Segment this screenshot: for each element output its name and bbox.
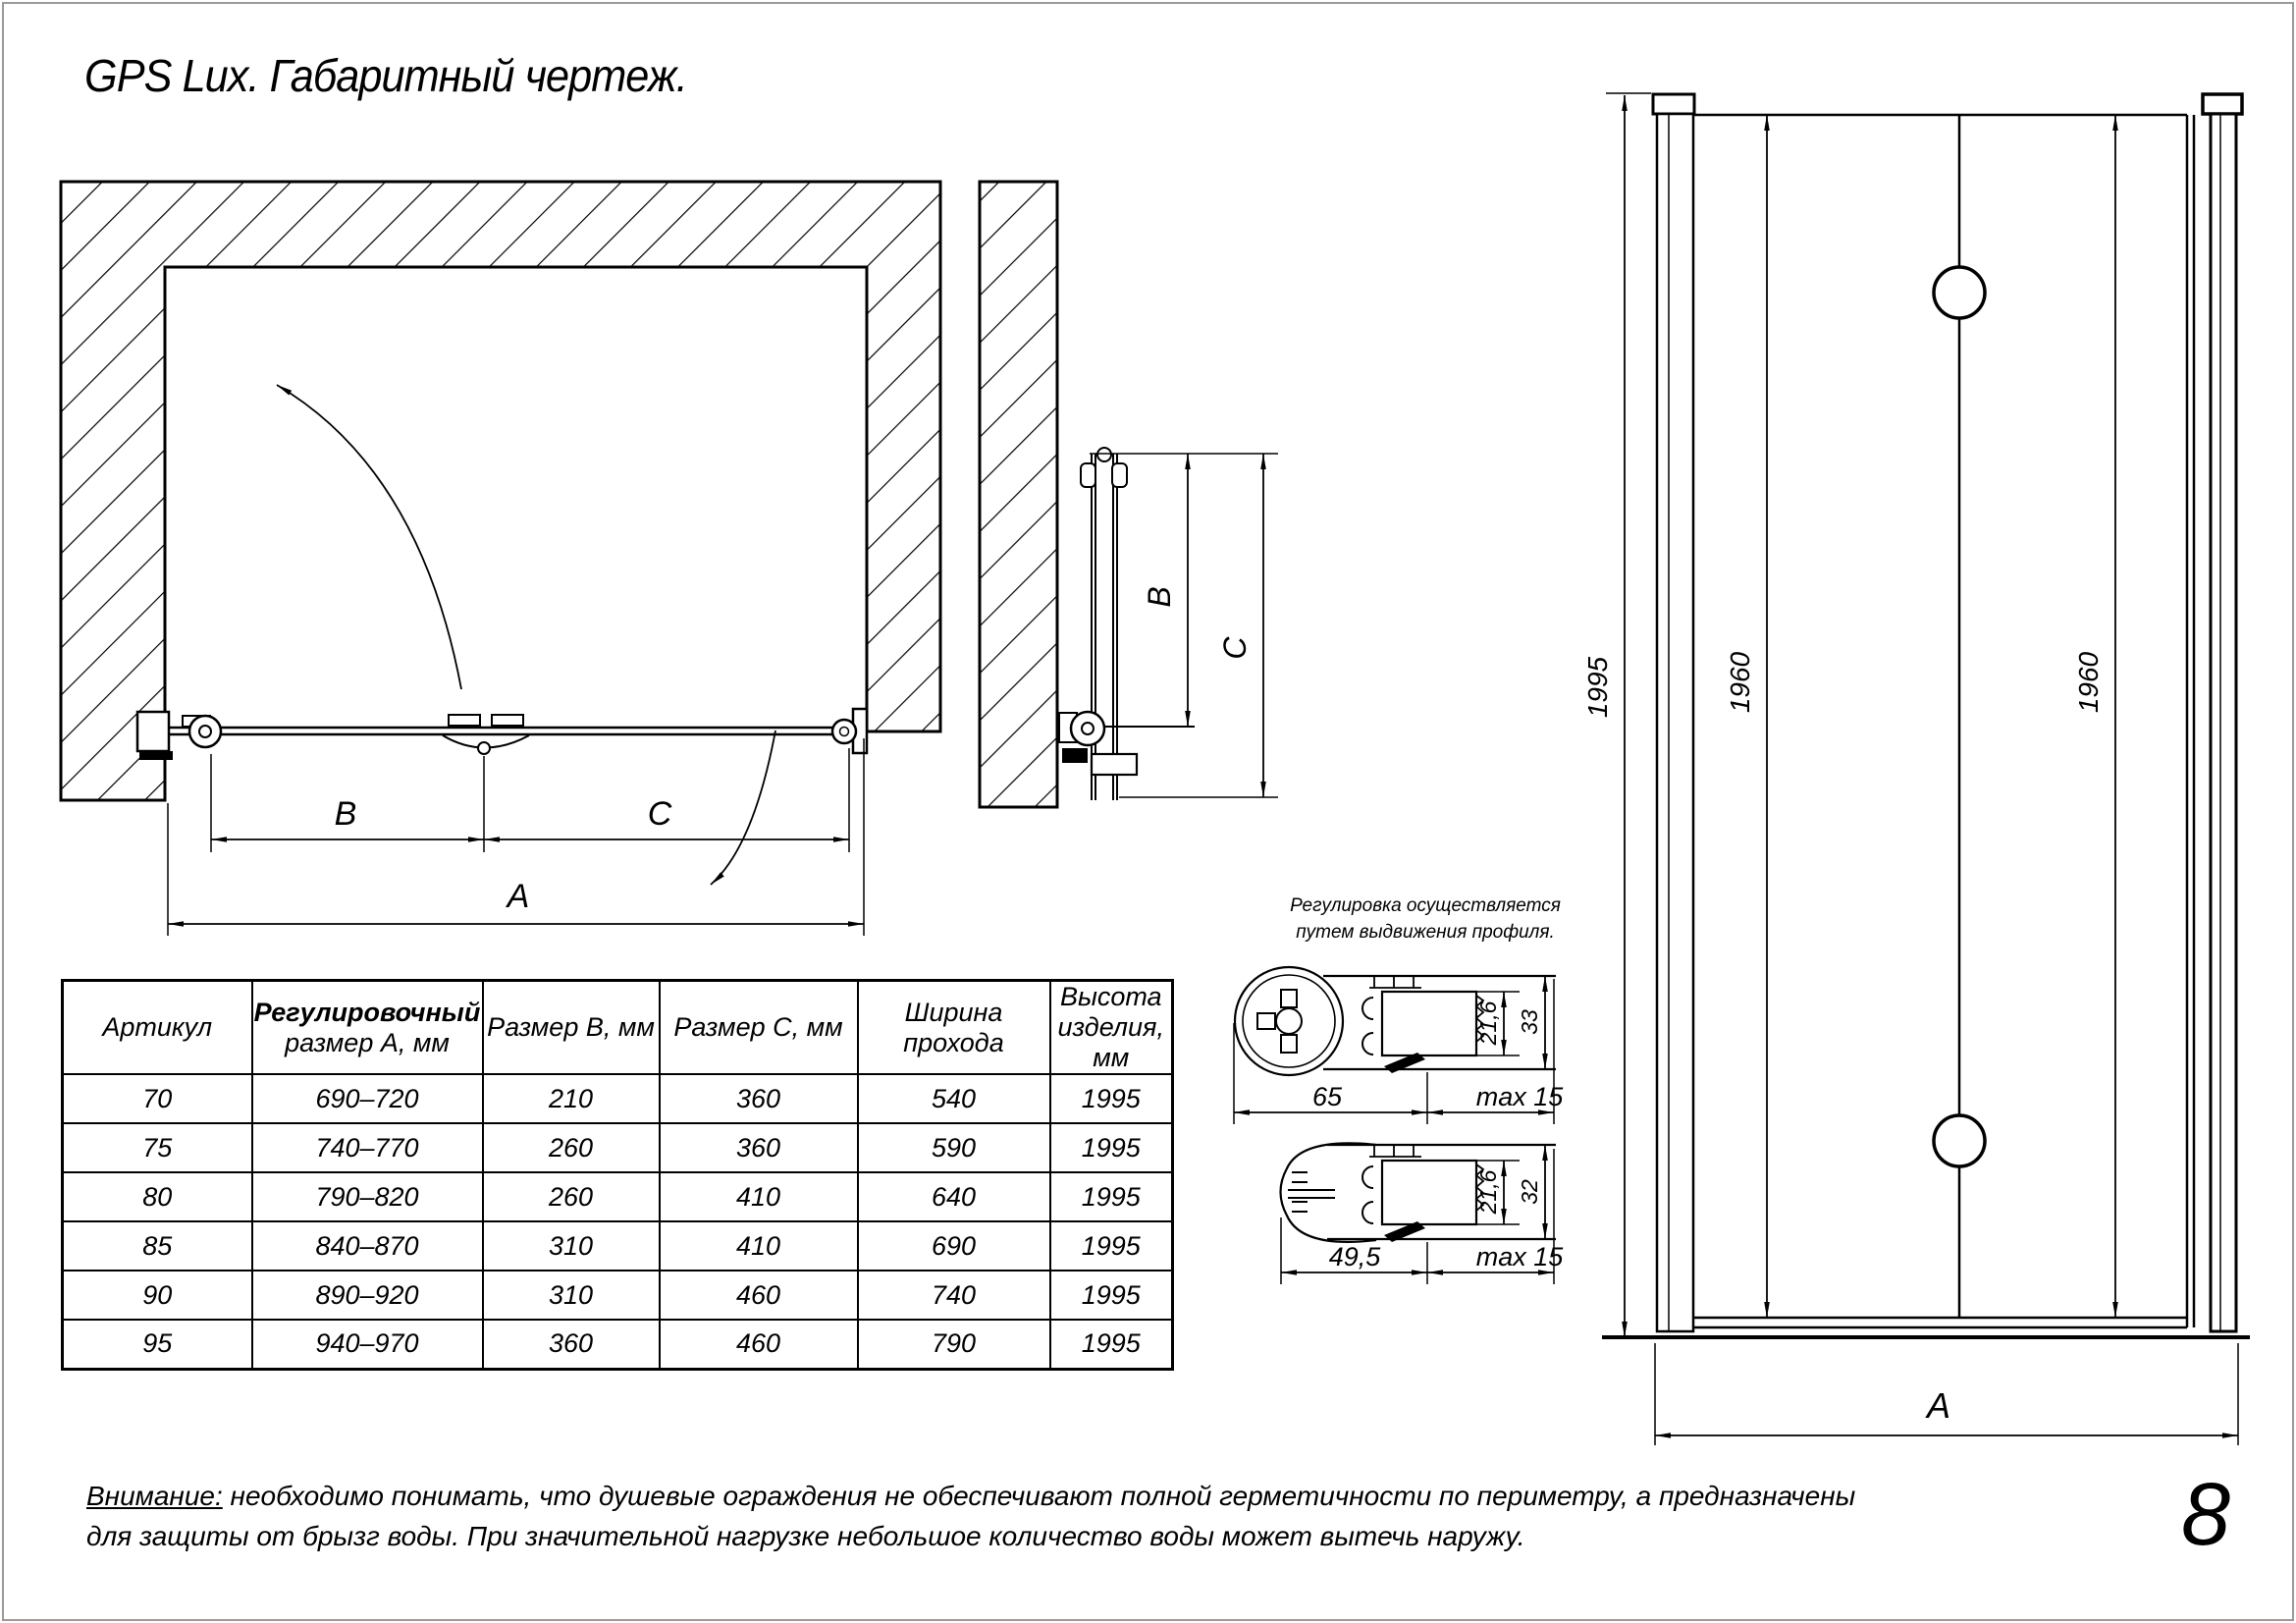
profile1-max-label: max 15 — [1475, 1082, 1564, 1111]
swing-arc-left — [277, 385, 461, 689]
cell-size-c: 410 — [660, 1221, 858, 1271]
warning-line1 — [86, 1476, 2010, 1516]
adjustment-note-line2: путем выдвижения профиля. — [1296, 922, 1555, 943]
table-row — [63, 1074, 1173, 1123]
spec-table — [61, 979, 1174, 1371]
table-row — [63, 1320, 1173, 1369]
side-dim-b-label: B — [1142, 586, 1177, 608]
table-row — [63, 1123, 1173, 1172]
table-header-row — [63, 981, 1173, 1075]
knob-top — [1934, 267, 1985, 318]
cell-pass: 640 — [858, 1172, 1050, 1221]
knob-bottom — [1934, 1115, 1985, 1166]
cell-size-b: 310 — [483, 1221, 660, 1271]
plan-view — [61, 182, 1057, 936]
plan-dim-a-label: A — [507, 878, 530, 915]
side-dim-c-label: C — [1217, 636, 1253, 660]
cell-size-b: 210 — [483, 1074, 660, 1123]
cell-article: 80 — [63, 1172, 252, 1221]
col-header-size-c: Размер С, мм — [660, 981, 858, 1075]
warning-line1-text: необходимо понимать, что душевые ограждения не обеспечивают полной герметичности по периметру, а предназначены — [222, 1481, 1856, 1511]
cell-height: 1995 — [1050, 1271, 1173, 1320]
warning-note — [86, 1476, 2010, 1556]
profile2-max-label: max 15 — [1475, 1242, 1564, 1271]
col-header-pass-width: Ширина прохода — [858, 981, 1050, 1075]
cell-height: 1995 — [1050, 1320, 1173, 1369]
right-wall-profile — [2203, 94, 2242, 1331]
handle-knob — [1092, 754, 1137, 775]
cell-pass: 540 — [858, 1074, 1050, 1123]
swing-arc-right — [711, 730, 775, 885]
table-row — [63, 1221, 1173, 1271]
niche-wall-hatched — [61, 182, 940, 800]
table-row — [63, 1271, 1173, 1320]
cell-size-c: 460 — [660, 1271, 858, 1320]
plan-dim-c-label: C — [647, 795, 672, 833]
cell-size-c: 360 — [660, 1074, 858, 1123]
front-height-label: 1995 — [1582, 656, 1613, 719]
left-wall-profile — [1653, 94, 1694, 1331]
cell-size-b: 260 — [483, 1123, 660, 1172]
profile1-slot-label: 21,6 — [1475, 1001, 1501, 1046]
profile1-width-label: 65 — [1311, 1082, 1343, 1111]
front-view — [1582, 93, 2250, 1445]
cell-pass: 690 — [858, 1221, 1050, 1271]
adjustment-note-line1: Регулировка осуществляется — [1290, 895, 1561, 916]
door-end-fitting — [832, 709, 867, 753]
cell-size-b: 260 — [483, 1172, 660, 1221]
cell-size-a: 790–820 — [252, 1172, 483, 1221]
cell-pass: 740 — [858, 1271, 1050, 1320]
cell-size-b: 310 — [483, 1271, 660, 1320]
profile-section-2 — [1281, 1143, 1565, 1284]
cell-size-a: 840–870 — [252, 1221, 483, 1271]
folded-panels — [1092, 454, 1117, 800]
profile2-slot-label: 21,6 — [1475, 1169, 1501, 1215]
col-header-product-height: Высота изделия, мм — [1050, 981, 1173, 1075]
front-width-label: A — [1926, 1385, 1951, 1426]
warning-label: Внимание: — [86, 1481, 223, 1511]
cell-pass: 590 — [858, 1123, 1050, 1172]
col-header-size-a: Регулировочный размер А, мм — [252, 981, 483, 1075]
profile-section-1 — [1234, 967, 1564, 1124]
cell-article: 95 — [63, 1320, 252, 1369]
cell-height: 1995 — [1050, 1123, 1173, 1172]
profile2-width-label: 49,5 — [1328, 1242, 1381, 1271]
table-row — [63, 1172, 1173, 1221]
page-title: GPS Lux. Габаритный чертеж. — [84, 50, 687, 101]
side-view-folded — [1057, 448, 1278, 800]
wall-hinge — [137, 712, 221, 760]
cell-article: 70 — [63, 1074, 252, 1123]
col-header-article: Артикул — [63, 981, 252, 1075]
cell-height: 1995 — [1050, 1221, 1173, 1271]
cell-size-a: 690–720 — [252, 1074, 483, 1123]
front-glass-right-label: 1960 — [2073, 651, 2104, 714]
warning-line2: для защиты от брызг воды. При значительной нагрузке небольшое количество воды может вытечь наружу. — [86, 1521, 1525, 1551]
cell-article: 85 — [63, 1221, 252, 1271]
plan-dim-b-label: B — [334, 795, 357, 833]
cell-size-a: 890–920 — [252, 1271, 483, 1320]
cell-article: 75 — [63, 1123, 252, 1172]
cell-size-c: 360 — [660, 1123, 858, 1172]
front-glass-left-label: 1960 — [1725, 651, 1755, 714]
cell-size-a: 940–970 — [252, 1320, 483, 1369]
side-wall-hatched — [980, 182, 1057, 807]
cell-size-a: 740–770 — [252, 1123, 483, 1172]
profile1-height-label: 33 — [1517, 1009, 1542, 1035]
col-header-size-b: Размер В, мм — [483, 981, 660, 1075]
cell-pass: 790 — [858, 1320, 1050, 1369]
cell-article: 90 — [63, 1271, 252, 1320]
profile-sections — [1234, 895, 1564, 1284]
cell-height: 1995 — [1050, 1074, 1173, 1123]
cell-height: 1995 — [1050, 1172, 1173, 1221]
cell-size-b: 360 — [483, 1320, 660, 1369]
door-closed-line — [165, 728, 867, 734]
cell-size-c: 460 — [660, 1320, 858, 1369]
profile2-height-label: 32 — [1517, 1179, 1542, 1205]
cell-size-c: 410 — [660, 1172, 858, 1221]
page-number: 8 — [2181, 1466, 2231, 1564]
